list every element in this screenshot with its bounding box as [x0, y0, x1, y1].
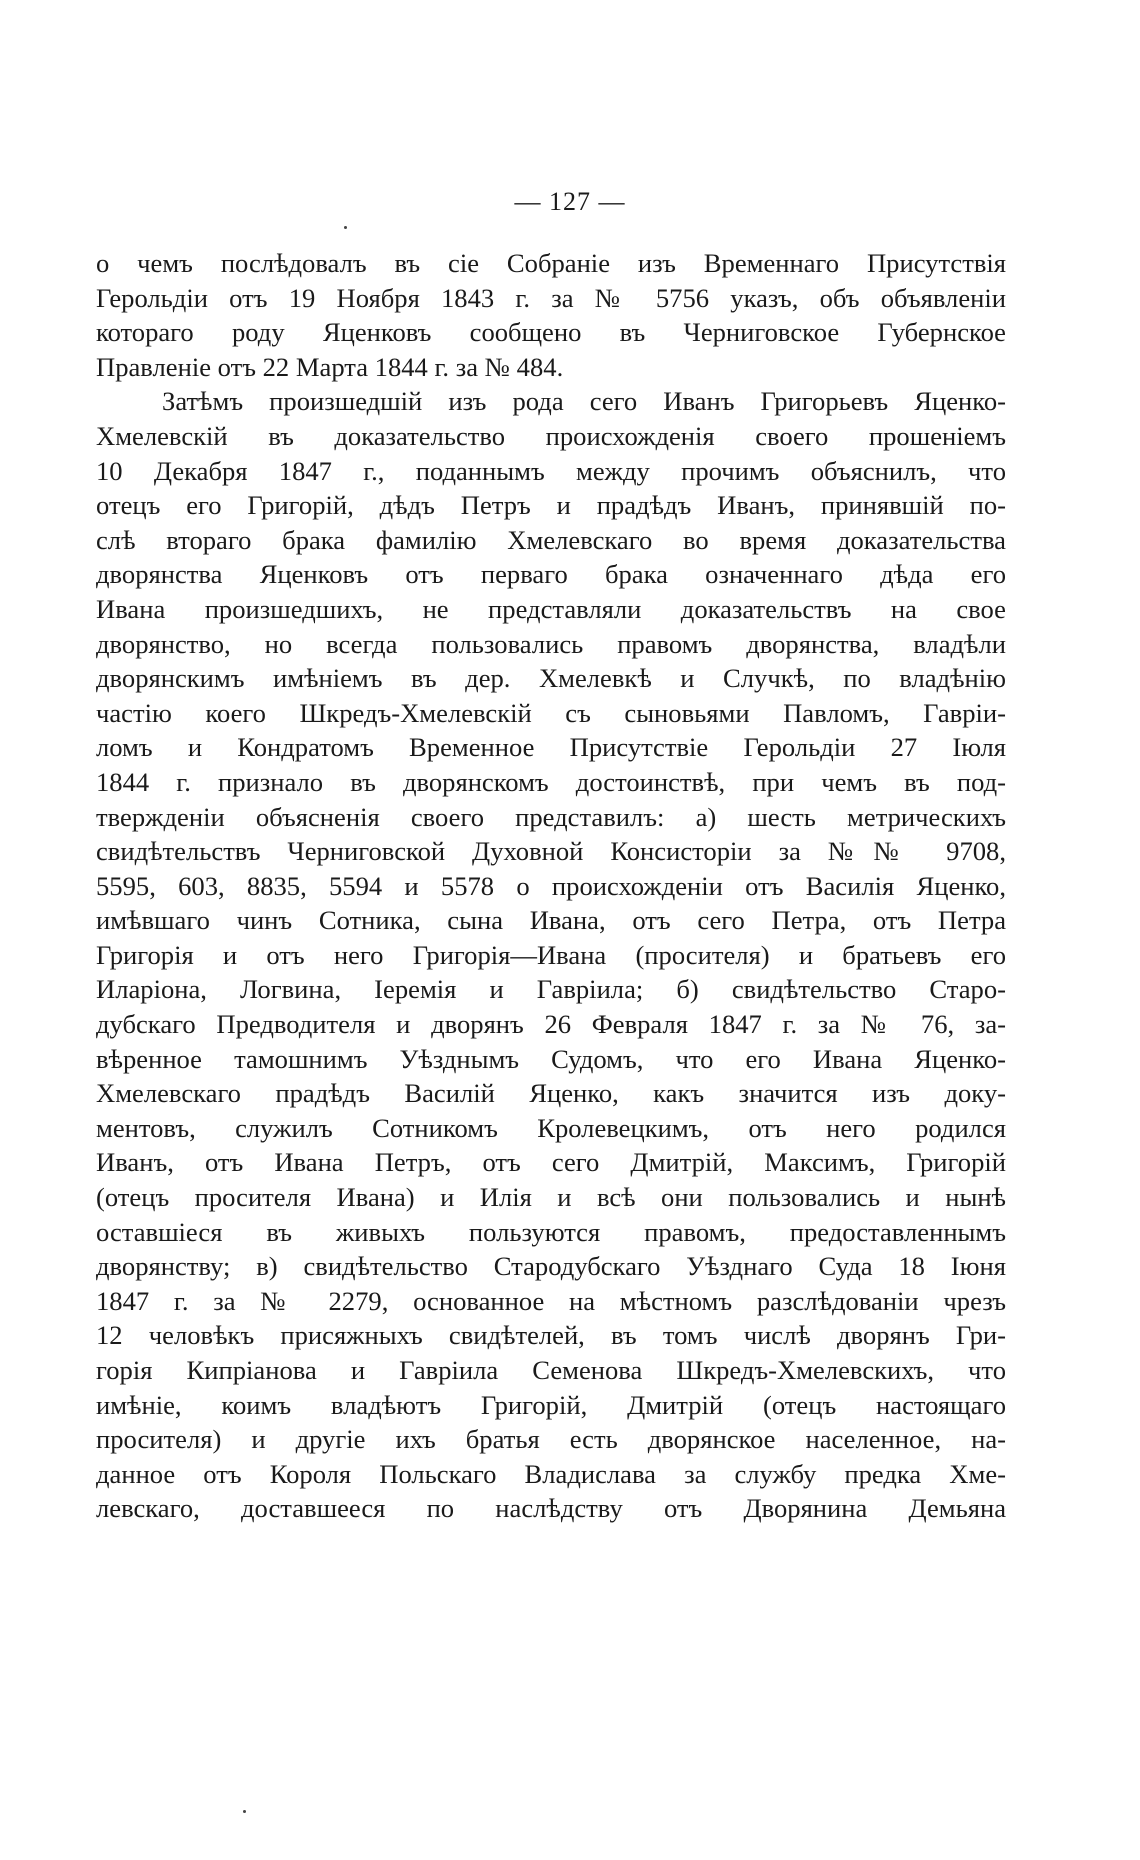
scan-speck [243, 1810, 246, 1813]
text-line: Григорія и отъ него Григорія—Ивана (просителя) и братьевъ его [96, 939, 1006, 970]
text-line: ломъ и Кондратомъ Временное Присутствіе Герольдіи 27 Іюля [96, 732, 1006, 763]
text-line: дворянство, но всегда пользовались правомъ дворянства, владѣли [96, 628, 1006, 659]
text-line: 10 Декабря 1847 г., поданнымъ между прочимъ объяснилъ, что [96, 455, 1006, 486]
text-line: Герольдіи отъ 19 Ноября 1843 г. за № 5756 указъ, объ объявленіи [96, 282, 1006, 313]
paragraph-2 [96, 384, 1006, 1526]
text-line: свидѣтельствъ Черниговской Духовной Консисторіи за №№ 9708, [96, 836, 1006, 867]
text-line: имѣніе, коимъ владѣютъ Григорій, Дмитрій (отецъ настоящаго [96, 1389, 1006, 1420]
text-line: горія Кипріанова и Гавріила Семенова Шкредъ-Хмелевскихъ, что [96, 1355, 1006, 1385]
page-number: — 127 — [514, 187, 626, 216]
text-line: 1844 г. признало въ дворянскомъ достоинствѣ, при чемъ въ под- [96, 766, 1006, 797]
text-line: дворянства Яценковъ отъ перваго брака означеннаго дѣда его [96, 559, 1006, 590]
paragraph-1 [96, 246, 1006, 384]
text-line: 12 человѣкъ присяжныхъ свидѣтелей, въ томъ числѣ дворянъ Гри- [96, 1320, 1006, 1351]
text-line: Иларіона, Логвина, Іеремія и Гавріила; б) свидѣтельство Старо- [96, 974, 1006, 1005]
text-line: отецъ его Григорій, дѣдъ Петръ и прадѣдъ Иванъ, принявшій по- [96, 490, 1006, 521]
text-line: котораго роду Яценковъ сообщено въ Черниговское Губернское [96, 317, 1006, 348]
text-line: имѣвшаго чинъ Сотника, сына Ивана, отъ сего Петра, отъ Петра [96, 905, 1006, 936]
text-line: Ивана произшедшихъ, не представляли доказательствъ на свое [96, 593, 1006, 624]
text-line: просителя) и другіе ихъ братья есть дворянское населенное, на- [96, 1424, 1006, 1455]
text-line: Правленіе отъ 22 Марта 1844 г. за № 484. [96, 351, 564, 382]
text-line: ментовъ, служилъ Сотникомъ Кролевецкимъ, отъ него родился [96, 1112, 1006, 1143]
text-line: слѣ втораго брака фамилію Хмелевскаго во время доказательства [96, 524, 1006, 555]
scan-speck [344, 226, 347, 229]
text-line: твержденіи объясненія своего представилъ: а) шесть метрическихъ [96, 801, 1006, 832]
text-line: дворянскимъ имѣніемъ въ дер. Хмелевкѣ и Случкѣ, по владѣнію [96, 663, 1006, 694]
text-line: частію коего Шкредъ-Хмелевскій съ сыновьями Павломъ, Гавріи- [96, 697, 1006, 728]
text-line: (отецъ просителя Ивана) и Илія и всѣ они пользовались и нынѣ [96, 1182, 1006, 1213]
text-line: вѣренное тамошнимъ Уѣзднымъ Судомъ, что его Ивана Яценко- [96, 1043, 1006, 1074]
text-line: 1847 г. за № 2279, основанное на мѣстномъ разслѣдованіи чрезъ [96, 1285, 1006, 1316]
text-line: данное отъ Короля Польскаго Владислава за службу предка Хме- [96, 1458, 1006, 1489]
text-line: дубскаго Предводителя и дворянъ 26 Февраля 1847 г. за № 76, за- [96, 1009, 1006, 1040]
text-line: Хмелевскій въ доказательство происхожденія своего прошеніемъ [96, 420, 1006, 451]
text-line: оставшіеся въ живыхъ пользуются правомъ, предоставленнымъ [96, 1216, 1006, 1247]
text-line: дворянству; в) свидѣтельство Стародубскаго Уѣзднаго Суда 18 Іюня [96, 1251, 1006, 1282]
text-line: о чемъ послѣдовалъ въ сіе Собраніе изъ Временнаго Присутствія [96, 248, 1006, 278]
text-line: Хмелевскаго прадѣдъ Василій Яценко, какъ значится изъ доку- [96, 1078, 1006, 1109]
text-line: Затѣмъ произшедшій изъ рода сего Иванъ Григорьевъ Яценко- [162, 386, 1006, 417]
text-line: 5595, 603, 8835, 5594 и 5578 о происхожденіи отъ Василія Яценко, [96, 870, 1006, 901]
text-line: левскаго, доставшееся по наслѣдству отъ Дворянина Демьяна [96, 1493, 1006, 1524]
body-text [96, 246, 1006, 1526]
text-line: Иванъ, отъ Ивана Петръ, отъ сего Дмитрій, Максимъ, Григорій [96, 1147, 1006, 1178]
